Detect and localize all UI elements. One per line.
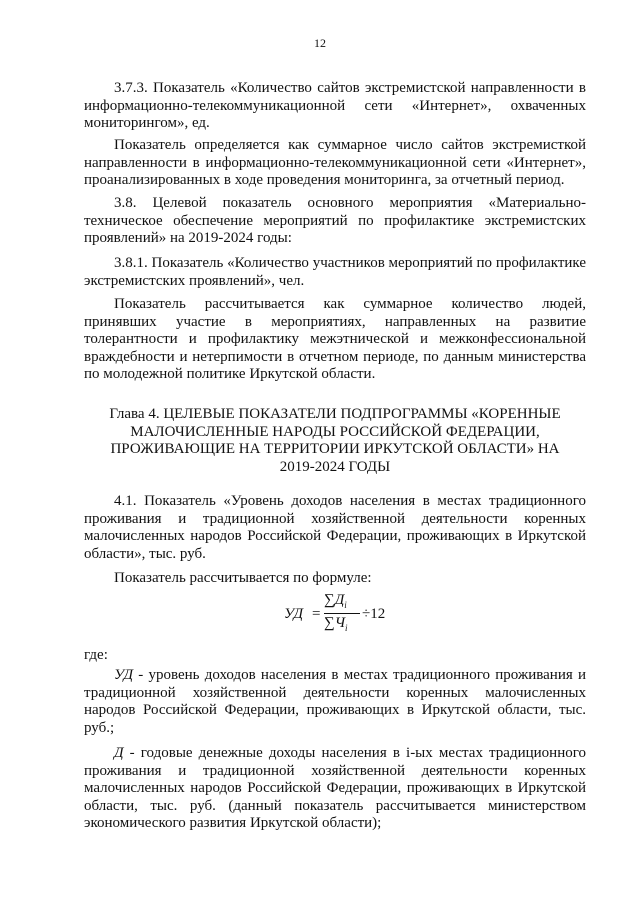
paragraph-3-7-3: 3.7.3. Показатель «Количество сайтов экстремистской направленности в информационно-телекоммуникационной сети «Интернет», охваченных мониторингом», ед. <box>84 80 586 132</box>
formula-numerator: $\sum Д_i$ <box>324 592 347 610</box>
paragraph-where: где: <box>84 647 108 663</box>
paragraph-3-8: 3.8. Целевой показатель основного мероприятия «Материально-техническое обеспечение мероприятий по профилактике экстремистских проявлений» на 2019-2024 годы: <box>84 195 586 247</box>
formula-divide-twelve: ÷12 <box>362 606 386 622</box>
d-symbol: Д <box>114 745 124 761</box>
formula-fraction-bar <box>324 613 360 614</box>
paragraph-4-1: 4.1. Показатель «Уровень доходов населения в местах традиционного проживания и традиционной хозяйственной деятельности коренных малочисленных народов Российской Федерации, проживающих в Иркутской области», тыс. руб. <box>84 493 586 562</box>
ud-definition-text: - уровень доходов населения в местах традиционного проживания и традиционной хозяйственной деятельности коренных малочисленных народов Российской Федерации, проживающих в Иркутской области, тыс. руб.; <box>84 667 586 736</box>
income-level-formula <box>284 592 404 638</box>
paragraph-formula-intro: Показатель рассчитывается по формуле: <box>114 570 372 586</box>
paragraph-d-definition <box>84 745 586 833</box>
paragraph-definition-sites: Показатель определяется как суммарное число сайтов экстремисткой направленности в информационно-телекоммуникационной сети «Интернет», проанализированных в ходе проведения мониторинга, за отчетный период. <box>84 137 586 189</box>
paragraph-ud-definition <box>84 667 586 737</box>
d-definition-text: - годовые денежные доходы населения в i-ых местах традиционного проживания и традиционной хозяйственной деятельности коренных малочисленных народов Российской Федерации, проживающих в Иркутской области, тыс. руб. (данный показатель рассчитывается министерством экономического развития Иркутской области); <box>84 745 586 832</box>
chapter-4-heading: Глава 4. ЦЕЛЕВЫЕ ПОКАЗАТЕЛИ ПОДПРОГРАММЫ «КОРЕННЫЕ МАЛОЧИСЛЕННЫЕ НАРОДЫ РОССИЙСКОЙ ФЕДЕРАЦИИ, ПРОЖИВАЮЩИЕ НА ТЕРРИТОРИИ ИРКУТСКОЙ ОБЛАСТИ» НА 2019-2024 ГОДЫ <box>109 406 561 475</box>
formula-lhs: УД <box>284 606 304 622</box>
formula-equals: = <box>312 606 321 622</box>
page-number: 12 <box>314 36 326 50</box>
paragraph-3-8-1: 3.8.1. Показатель «Количество участников мероприятий по профилактике экстремистских проявлений», чел. <box>84 255 586 289</box>
ud-symbol: УД <box>114 667 134 683</box>
formula-denominator: $\sum Ч_i$ <box>324 615 348 633</box>
paragraph-participants-calc: Показатель рассчитывается как суммарное количество людей, принявших участие в мероприятиях, направленных на развитие толерантности и профилактику межэтнической и межконфессиональной враждебности и нетерпимости в отчетном периоде, по данным министерства по молодежной политике Иркутской области. <box>84 296 586 383</box>
